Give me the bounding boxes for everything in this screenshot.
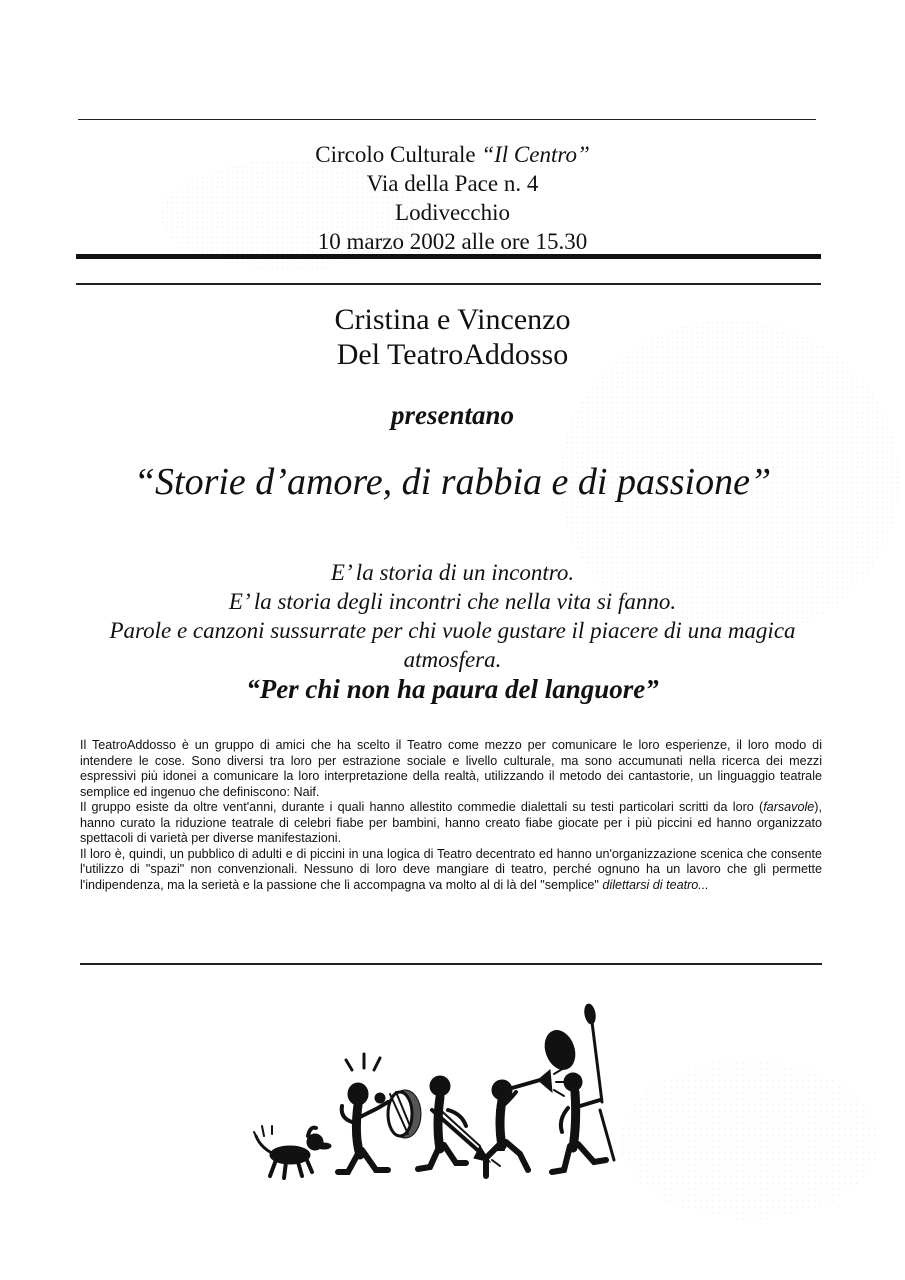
- venue-city: Lodivecchio: [395, 200, 510, 225]
- tagline-line-2: E’ la storia degli incontri che nella vita si fanno.: [228, 589, 677, 614]
- bottom-rule: [80, 963, 822, 965]
- top-rule: [78, 119, 816, 120]
- tagline-block: [60, 558, 845, 674]
- tagline-line-1: E’ la storia di un incontro.: [330, 560, 575, 585]
- description-paragraph-3: [80, 847, 822, 894]
- venue-block: [0, 140, 905, 256]
- presentano-label: presentano: [390, 400, 515, 430]
- venue-line-1: [0, 140, 905, 169]
- dog-figure: [254, 1126, 331, 1178]
- performers-names: Cristina e Vincenzo: [334, 303, 571, 336]
- description-block: [80, 738, 822, 893]
- description-italic-closing: dilettarsi di teatro...: [602, 877, 709, 892]
- motto: “Per chi non ha paura del languore”: [246, 674, 659, 704]
- performers-company: Del TeatroAddosso: [336, 338, 569, 371]
- description-text: ), hanno curato la riduzione teatrale di celebri fiabe per bambini, hanno creato fiabe giocate per i più piccini ed hanno organizzato spettacoli di varietà per diverse manifestazioni.: [80, 800, 822, 845]
- description-paragraph-1: Il TeatroAddosso è un gruppo di amici che ha scelto il Teatro come mezzo per comunicare le loro esperienze, il loro modo di intendere le cose. Sono diversi tra loro per estrazione sociale e livello culturale, ma sono accumunati nella ricerca dei mezzi espressivi più idonei a comunicare la loro interpretazione della realtà, utilizzando il metodo dei cantastorie, un linguaggio teatrale semplice ed ingenuo che definiscono: Naif.: [80, 738, 822, 799]
- marching-band-illustration: [240, 990, 640, 1200]
- performers-block: [0, 302, 905, 372]
- thick-rule: [76, 254, 821, 259]
- thin-rule-below-thick: [76, 283, 821, 285]
- trumpet-player-figure: [486, 1068, 568, 1176]
- scan-texture: [620, 1060, 880, 1220]
- description-text: Il gruppo esiste da oltre vent'anni, durante i quali hanno allestito commedie dialettali su testi particolari scritti da loro (: [80, 800, 764, 814]
- description-text: Il loro è, quindi, un pubblico di adulti e di piccini in una logica di Teatro decentrato ed hanno un'organizzazione scenica che consente l'utilizzo di "spazi" non convenzionali. Nessuno di loro deve mangiare di teatro, perché ognuno ha un lavoro che gli permette l'indipendenza, ma la serietà e la passione che li accompagna va molto al di là del "semplice": [80, 846, 822, 892]
- description-paragraph-2: [80, 800, 822, 847]
- show-title: “Storie d’amore, di rabbia e di passione”: [133, 461, 772, 503]
- venue-org-name: “Il Centro”: [481, 142, 590, 167]
- venue-org-label: Circolo Culturale: [315, 142, 482, 167]
- tagline-line-3: Parole e canzoni sussurrate per chi vuole gustare il piacere di una magica atmosfera.: [109, 618, 796, 672]
- venue-date: 10 marzo 2002 alle ore 15.30: [317, 229, 588, 254]
- description-italic-term: farsavole: [763, 800, 815, 814]
- drummer-figure: [338, 1054, 421, 1172]
- venue-address: Via della Pace n. 4: [366, 171, 539, 196]
